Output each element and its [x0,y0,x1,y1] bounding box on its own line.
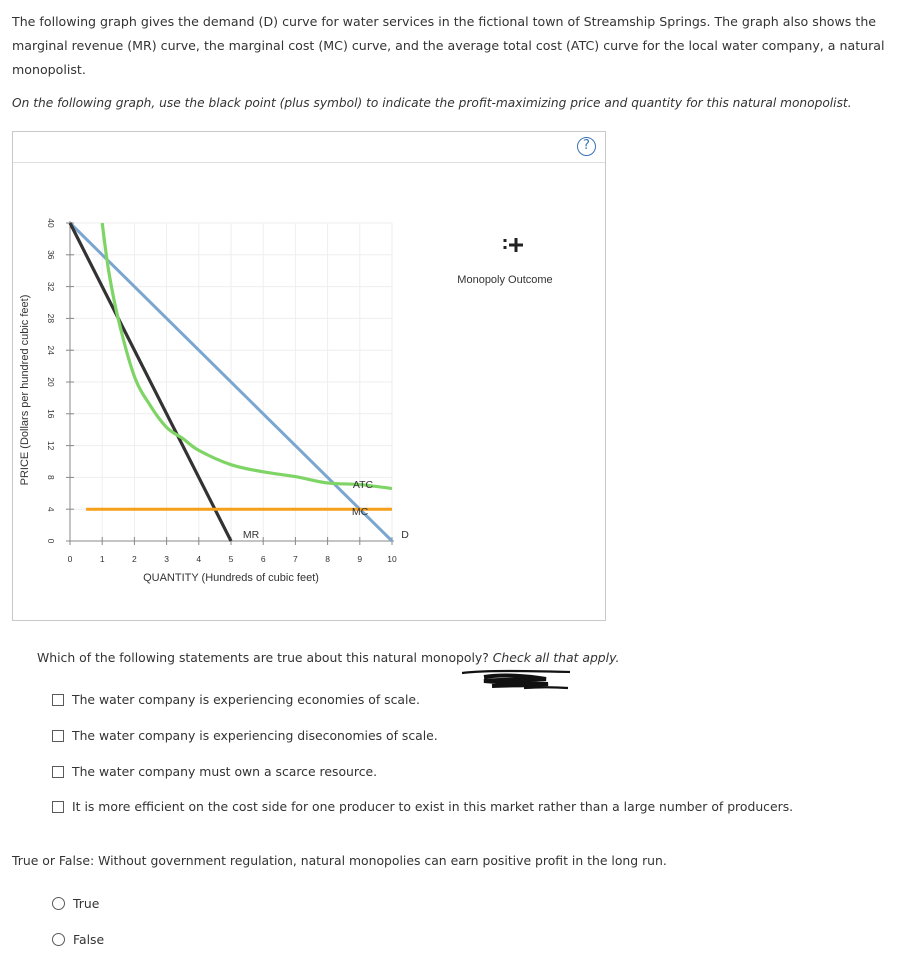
y-tick-label: 24 [46,345,56,355]
scribble-mark [458,667,578,693]
y-tick-label: 0 [46,538,56,544]
checkbox[interactable] [52,730,64,742]
x-tick-label: 2 [132,554,137,564]
option-label: False [73,932,105,947]
x-axis-label: QUANTITY (Hundreds of cubic feet) [143,572,319,584]
x-tick-label: 4 [196,554,202,564]
plus-icon-dot [504,246,507,249]
question-1-text: Which of the following statements are true about this natural monopoly? [37,650,489,665]
x-tick-label: 1 [99,554,105,564]
atc-curve-label: ATC [352,479,374,491]
graph-panel [12,131,606,621]
plus-icon-dot [504,239,507,242]
x-tick-label: 6 [260,554,266,564]
x-tick-label: 9 [357,554,363,564]
checkbox-option-4[interactable] [52,799,793,814]
radio-button[interactable] [52,897,65,910]
option-label: True [73,896,100,911]
checkbox-option-2[interactable] [52,728,438,743]
checkbox-option-1[interactable] [52,692,420,707]
x-tick-label: 5 [228,554,234,564]
question-2-prompt: True or False: Without government regulation, natural monopolies can earn positive profit in the long run. [12,853,667,868]
radio-option-true[interactable] [52,896,99,911]
x-tick-label: 7 [293,554,298,564]
checkbox[interactable] [52,801,64,813]
monopoly-outcome-label: Monopoly Outcome [457,274,553,286]
x-tick-label: 10 [387,554,397,564]
y-tick-label: 20 [46,377,56,387]
average-total-cost-curve [102,223,392,489]
checkbox[interactable] [52,694,64,706]
radio-button[interactable] [52,933,65,946]
plus-icon [509,238,523,252]
question-1-hint: Check all that apply. [492,650,620,665]
intro-text: The following graph gives the demand (D) curve for water services in the fictional town of Streamship Springs. The graph also shows the marginal revenue (MR) curve, the marginal cost (MC) curve, and the average total cost (ATC) curve for the local water company, a natural monopolist. [12,14,885,77]
option-label: The water company must own a scarce resource. [72,764,378,779]
y-tick-label: 40 [46,218,56,228]
option-label: It is more efficient on the cost side for one producer to exist in this market rather than a large number of producers. [72,799,794,814]
question-1-prompt [37,650,619,665]
y-tick-label: 16 [46,409,56,419]
chart-axes [46,218,397,564]
y-tick-label: 12 [46,440,56,451]
checkbox-option-3[interactable] [52,764,377,779]
option-label: The water company is experiencing economies of scale. [72,692,420,707]
help-icon[interactable]: ? [577,137,596,156]
mr-curve-label: MR [242,529,260,541]
y-tick-label: 4 [46,506,56,512]
y-tick-label: 32 [46,281,56,292]
radio-option-false[interactable] [52,932,104,947]
monopoly-graph[interactable] [13,132,607,622]
y-axis-label: PRICE (Dollars per hundred cubic feet) [19,294,31,486]
y-tick-label: 36 [46,250,56,260]
y-tick-label: 28 [46,313,56,324]
option-label: The water company is experiencing diseconomies of scale. [72,728,438,743]
mc-curve-label: MC [351,506,369,518]
graph-instruction: On the following graph, use the black point (plus symbol) to indicate the profit-maximizing price and quantity for this natural monopolist. [12,96,852,110]
checkbox[interactable] [52,766,64,778]
y-tick-label: 8 [46,475,56,480]
x-tick-label: 8 [325,554,330,564]
demand-curve-label: D [401,529,409,541]
monopoly-outcome-tool[interactable] [504,238,524,252]
x-tick-label: 3 [164,554,169,564]
x-tick-label: 0 [67,554,73,564]
